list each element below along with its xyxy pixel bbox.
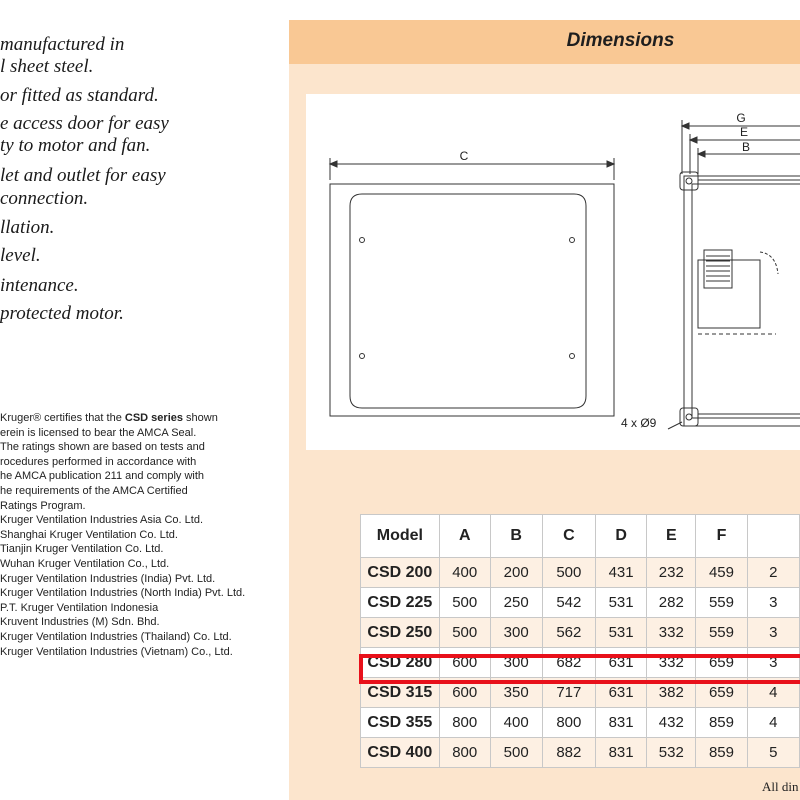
company-line: Kruger Ventilation Industries Asia Co. Ltd. xyxy=(0,514,204,527)
dimension-b-label: B xyxy=(741,140,751,154)
dimension-c-label: C xyxy=(459,149,469,163)
dimension-g-label: G xyxy=(736,111,746,125)
technical-drawing xyxy=(306,94,800,450)
cell: 562 xyxy=(542,618,596,648)
cell: 500 xyxy=(490,738,542,768)
cell: 4 xyxy=(747,678,800,708)
cert-line: he requirements of the AMCA Certified xyxy=(0,484,188,497)
cell: 882 xyxy=(542,738,596,768)
cell: 532 xyxy=(647,738,696,768)
cell: 350 xyxy=(490,678,542,708)
company-line: Kruger Ventilation Industries (Thailand) Co. Ltd. xyxy=(0,630,232,643)
header-d: D xyxy=(596,515,647,558)
cell: 800 xyxy=(542,708,596,738)
cert-line: rocedures performed in accordance with xyxy=(0,455,197,468)
front-view-frame xyxy=(330,184,614,416)
header-b: B xyxy=(490,515,542,558)
table-row xyxy=(361,738,800,768)
cell: 3 xyxy=(747,618,800,648)
feature-line: or fitted as standard. xyxy=(0,85,159,106)
company-line: Kruger Ventilation Industries (India) Pvt. Ltd. xyxy=(0,572,216,585)
cell: 400 xyxy=(439,558,490,588)
header-model: Model xyxy=(361,515,440,558)
cell: 250 xyxy=(490,588,542,618)
cell: 631 xyxy=(596,678,647,708)
header-c: C xyxy=(542,515,596,558)
cell: 200 xyxy=(490,558,542,588)
header-g xyxy=(747,515,800,558)
header-e: E xyxy=(647,515,696,558)
dimensions-table-wrapper xyxy=(360,514,800,768)
fan-housing xyxy=(698,260,760,328)
cell: 431 xyxy=(596,558,647,588)
cert-intro-line xyxy=(0,411,285,426)
cell: 682 xyxy=(542,648,596,678)
header-f: F xyxy=(696,515,747,558)
cell: 800 xyxy=(439,738,490,768)
cell: 3 xyxy=(747,588,800,618)
cell: 600 xyxy=(439,678,490,708)
company-line: Wuhan Kruger Ventilation Co., Ltd. xyxy=(0,557,170,570)
door-screw xyxy=(360,238,365,243)
table-row-highlighted xyxy=(361,648,800,678)
company-line: Shanghai Kruger Ventilation Co. Ltd. xyxy=(0,528,178,541)
cell: 531 xyxy=(596,618,647,648)
cell: 559 xyxy=(696,618,747,648)
dimensions-title: Dimensions xyxy=(566,30,675,51)
corner-flange xyxy=(680,172,698,190)
cell: 300 xyxy=(490,618,542,648)
cell: 332 xyxy=(647,648,696,678)
model-cell: CSD 200 xyxy=(361,558,440,588)
door-screw xyxy=(570,354,575,359)
header-a: A xyxy=(439,515,490,558)
table-row xyxy=(361,618,800,648)
dimensions-table xyxy=(360,514,800,768)
cert-line: Ratings Program. xyxy=(0,499,86,512)
model-cell: CSD 250 xyxy=(361,618,440,648)
cell: 382 xyxy=(647,678,696,708)
company-line: Kruger Ventilation Industries (Vietnam) Co., Ltd. xyxy=(0,645,233,658)
cell: 531 xyxy=(596,588,647,618)
mounting-holes-label: 4 x Ø9 xyxy=(621,416,657,430)
cell: 232 xyxy=(647,558,696,588)
cell: 400 xyxy=(490,708,542,738)
cell: 559 xyxy=(696,588,747,618)
table-header-row xyxy=(361,515,800,558)
company-line: P.T. Kruger Ventilation Indonesia xyxy=(0,601,159,614)
cell: 831 xyxy=(596,708,647,738)
cell: 5 xyxy=(747,738,800,768)
feature-line: e access door for easy xyxy=(0,113,169,134)
model-cell: CSD 400 xyxy=(361,738,440,768)
corner-flange xyxy=(680,408,698,426)
feature-line: level. xyxy=(0,245,41,266)
feature-line: l sheet steel. xyxy=(0,56,94,77)
model-cell: CSD 280 xyxy=(361,648,440,678)
cell: 659 xyxy=(696,648,747,678)
cell: 459 xyxy=(696,558,747,588)
access-door-panel xyxy=(350,194,586,408)
cert-line: he AMCA publication 211 and comply with xyxy=(0,470,205,483)
cert-line: The ratings shown are based on tests and xyxy=(0,441,205,454)
door-screw xyxy=(360,354,365,359)
table-row xyxy=(361,708,800,738)
feature-line: connection. xyxy=(0,188,89,209)
feature-line: let and outlet for easy xyxy=(0,165,166,186)
model-cell: CSD 355 xyxy=(361,708,440,738)
dimension-e-label: E xyxy=(739,125,749,139)
feature-line: ty to motor and fan. xyxy=(0,135,151,156)
company-line: Kruger Ventilation Industries (North India) Pvt. Ltd. xyxy=(0,587,246,600)
cell: 500 xyxy=(439,588,490,618)
cell: 500 xyxy=(439,618,490,648)
dimensions-header xyxy=(289,20,800,64)
cell: 3 xyxy=(747,648,800,678)
certification-text xyxy=(0,411,285,659)
company-line: Tianjin Kruger Ventilation Co. Ltd. xyxy=(0,543,164,556)
cell: 717 xyxy=(542,678,596,708)
cert-line: erein is licensed to bear the AMCA Seal. xyxy=(0,426,197,439)
feature-line: intenance. xyxy=(0,275,79,296)
cell: 2 xyxy=(747,558,800,588)
model-cell: CSD 225 xyxy=(361,588,440,618)
cell: 600 xyxy=(439,648,490,678)
table-footnote: All din xyxy=(762,779,799,794)
cell: 432 xyxy=(647,708,696,738)
feature-line: manufactured in xyxy=(0,34,125,55)
dimensions-panel xyxy=(289,20,800,800)
cell: 800 xyxy=(439,708,490,738)
feature-line: llation. xyxy=(0,217,55,238)
door-screw xyxy=(570,238,575,243)
table-row xyxy=(361,558,800,588)
cert-prefix: Kruger® certifies that the xyxy=(0,412,125,424)
feature-line: protected motor. xyxy=(0,303,124,324)
table-row xyxy=(361,588,800,618)
cell: 831 xyxy=(596,738,647,768)
cell: 282 xyxy=(647,588,696,618)
cell: 859 xyxy=(696,738,747,768)
cell: 631 xyxy=(596,648,647,678)
table-row xyxy=(361,678,800,708)
cell: 332 xyxy=(647,618,696,648)
cell: 542 xyxy=(542,588,596,618)
dimension-drawing xyxy=(306,94,800,450)
cell: 859 xyxy=(696,708,747,738)
csd-series-label: CSD series xyxy=(124,412,183,424)
cell: 4 xyxy=(747,708,800,738)
company-line: Kruvent Industries (M) Sdn. Bhd. xyxy=(0,616,160,629)
model-cell: CSD 315 xyxy=(361,678,440,708)
cell: 500 xyxy=(542,558,596,588)
cell: 300 xyxy=(490,648,542,678)
cert-suffix: shown xyxy=(182,412,218,424)
cell: 659 xyxy=(696,678,747,708)
